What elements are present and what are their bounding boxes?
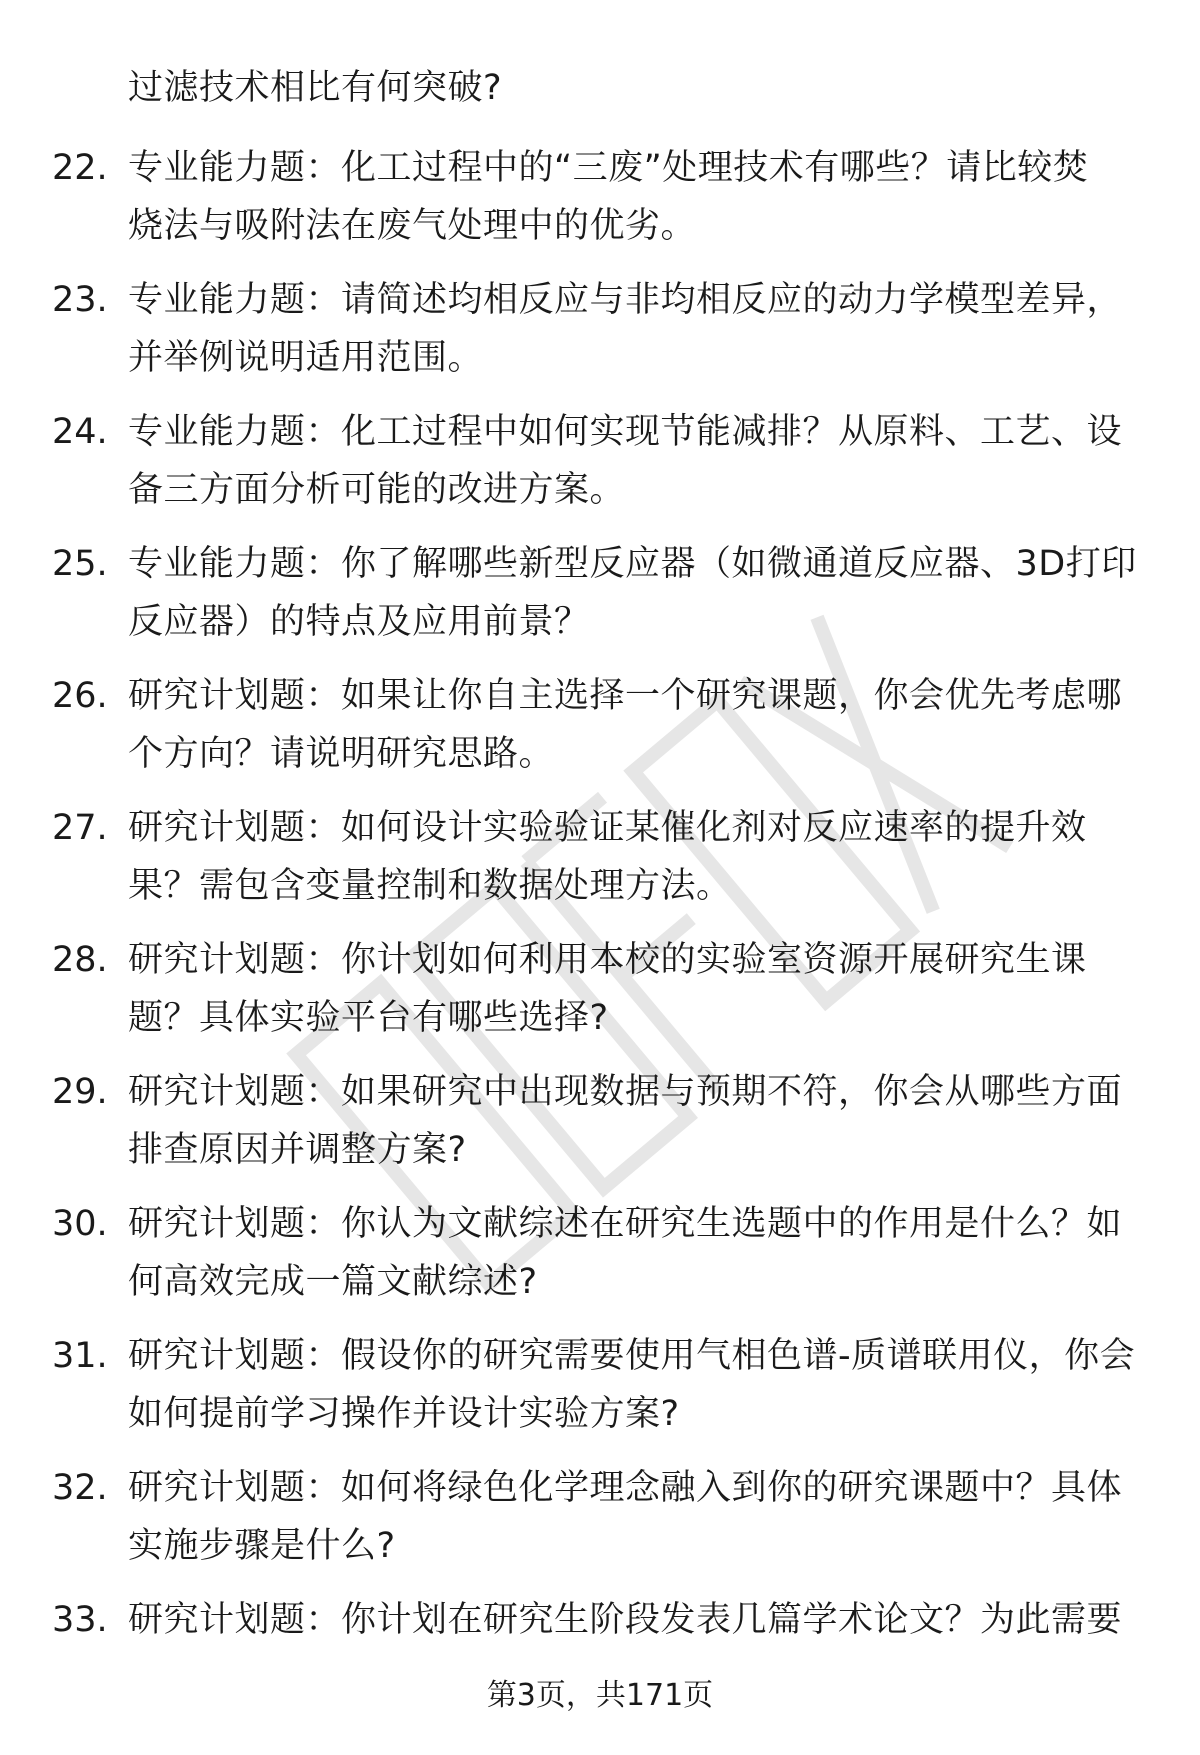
question-number: 30. xyxy=(52,1204,108,1244)
question-text-line: 备三方面分析可能的改进方案。 xyxy=(128,470,626,510)
question-text-line: 研究计划题：如何设计实验验证某催化剂对反应速率的提升效 xyxy=(128,808,1087,848)
question-text-line: 如何提前学习操作并设计实验方案? xyxy=(128,1394,680,1434)
question-text-line: 并举例说明适用范围。 xyxy=(128,338,484,378)
question-number: 26. xyxy=(52,676,108,716)
question-item xyxy=(0,1194,1200,1326)
question-item xyxy=(0,1062,1200,1194)
question-number: 33. xyxy=(52,1600,108,1640)
question-item xyxy=(0,138,1200,270)
question-number: 22. xyxy=(52,148,108,188)
question-text-line: 研究计划题：你认为文献综述在研究生选题中的作用是什么？如 xyxy=(128,1204,1123,1244)
question-number: 25. xyxy=(52,544,108,584)
question-item xyxy=(0,1326,1200,1458)
question-text-line: 研究计划题：如果研究中出现数据与预期不符，你会从哪些方面 xyxy=(128,1072,1123,1112)
question-item xyxy=(0,270,1200,402)
question-number: 23. xyxy=(52,280,108,320)
question-text-line: 研究计划题：如果让你自主选择一个研究课题，你会优先考虑哪 xyxy=(128,676,1123,716)
question-text-line: 反应器）的特点及应用前景？ xyxy=(128,602,590,642)
question-text-line: 专业能力题：你了解哪些新型反应器（如微通道反应器、3D打印 xyxy=(128,544,1137,584)
question-text-line: 题？具体实验平台有哪些选择? xyxy=(128,998,609,1038)
question-number: 29. xyxy=(52,1072,108,1112)
question-item xyxy=(0,402,1200,534)
question-text-line: 排查原因并调整方案? xyxy=(128,1130,467,1170)
question-text-line: 专业能力题：请简述均相反应与非均相反应的动力学模型差异， xyxy=(128,280,1123,320)
question-text-line: 研究计划题：你计划在研究生阶段发表几篇学术论文？为此需要 xyxy=(128,1600,1123,1640)
question-text-line: 专业能力题：化工过程中的“三废”处理技术有哪些？请比较焚 xyxy=(128,148,1089,188)
question-number: 27. xyxy=(52,808,108,848)
question-item xyxy=(0,798,1200,930)
question-list xyxy=(0,138,1200,1722)
question-text-line: 个方向？请说明研究思路。 xyxy=(128,734,555,774)
question-item xyxy=(0,930,1200,1062)
question-text-line: 研究计划题：你计划如何利用本校的实验室资源开展研究生课 xyxy=(128,940,1087,980)
question-text-line: 何高效完成一篇文献综述? xyxy=(128,1262,538,1302)
question-text-line: 研究计划题：如何将绿色化学理念融入到你的研究课题中？具体 xyxy=(128,1468,1123,1508)
question-number: 32. xyxy=(52,1468,108,1508)
question-item xyxy=(0,666,1200,798)
question-item xyxy=(0,1458,1200,1590)
question-text-line: 果？需包含变量控制和数据处理方法。 xyxy=(128,866,732,906)
question-number: 28. xyxy=(52,940,108,980)
question-text-line: 研究计划题：假设你的研究需要使用气相色谱-质谱联用仪，你会 xyxy=(128,1336,1136,1376)
question-number: 31. xyxy=(52,1336,108,1376)
question-text-line: 实施步骤是什么? xyxy=(128,1526,396,1566)
question-number: 24. xyxy=(52,412,108,452)
question-item xyxy=(0,534,1200,666)
page-footer: 第3页，共171页 xyxy=(486,1678,714,1713)
question-text-line: 专业能力题：化工过程中如何实现节能减排？从原料、工艺、设 xyxy=(128,412,1123,452)
continuation-line: 过滤技术相比有何突破? xyxy=(128,68,503,108)
question-text-line: 烧法与吸附法在废气处理中的优劣。 xyxy=(128,206,697,246)
